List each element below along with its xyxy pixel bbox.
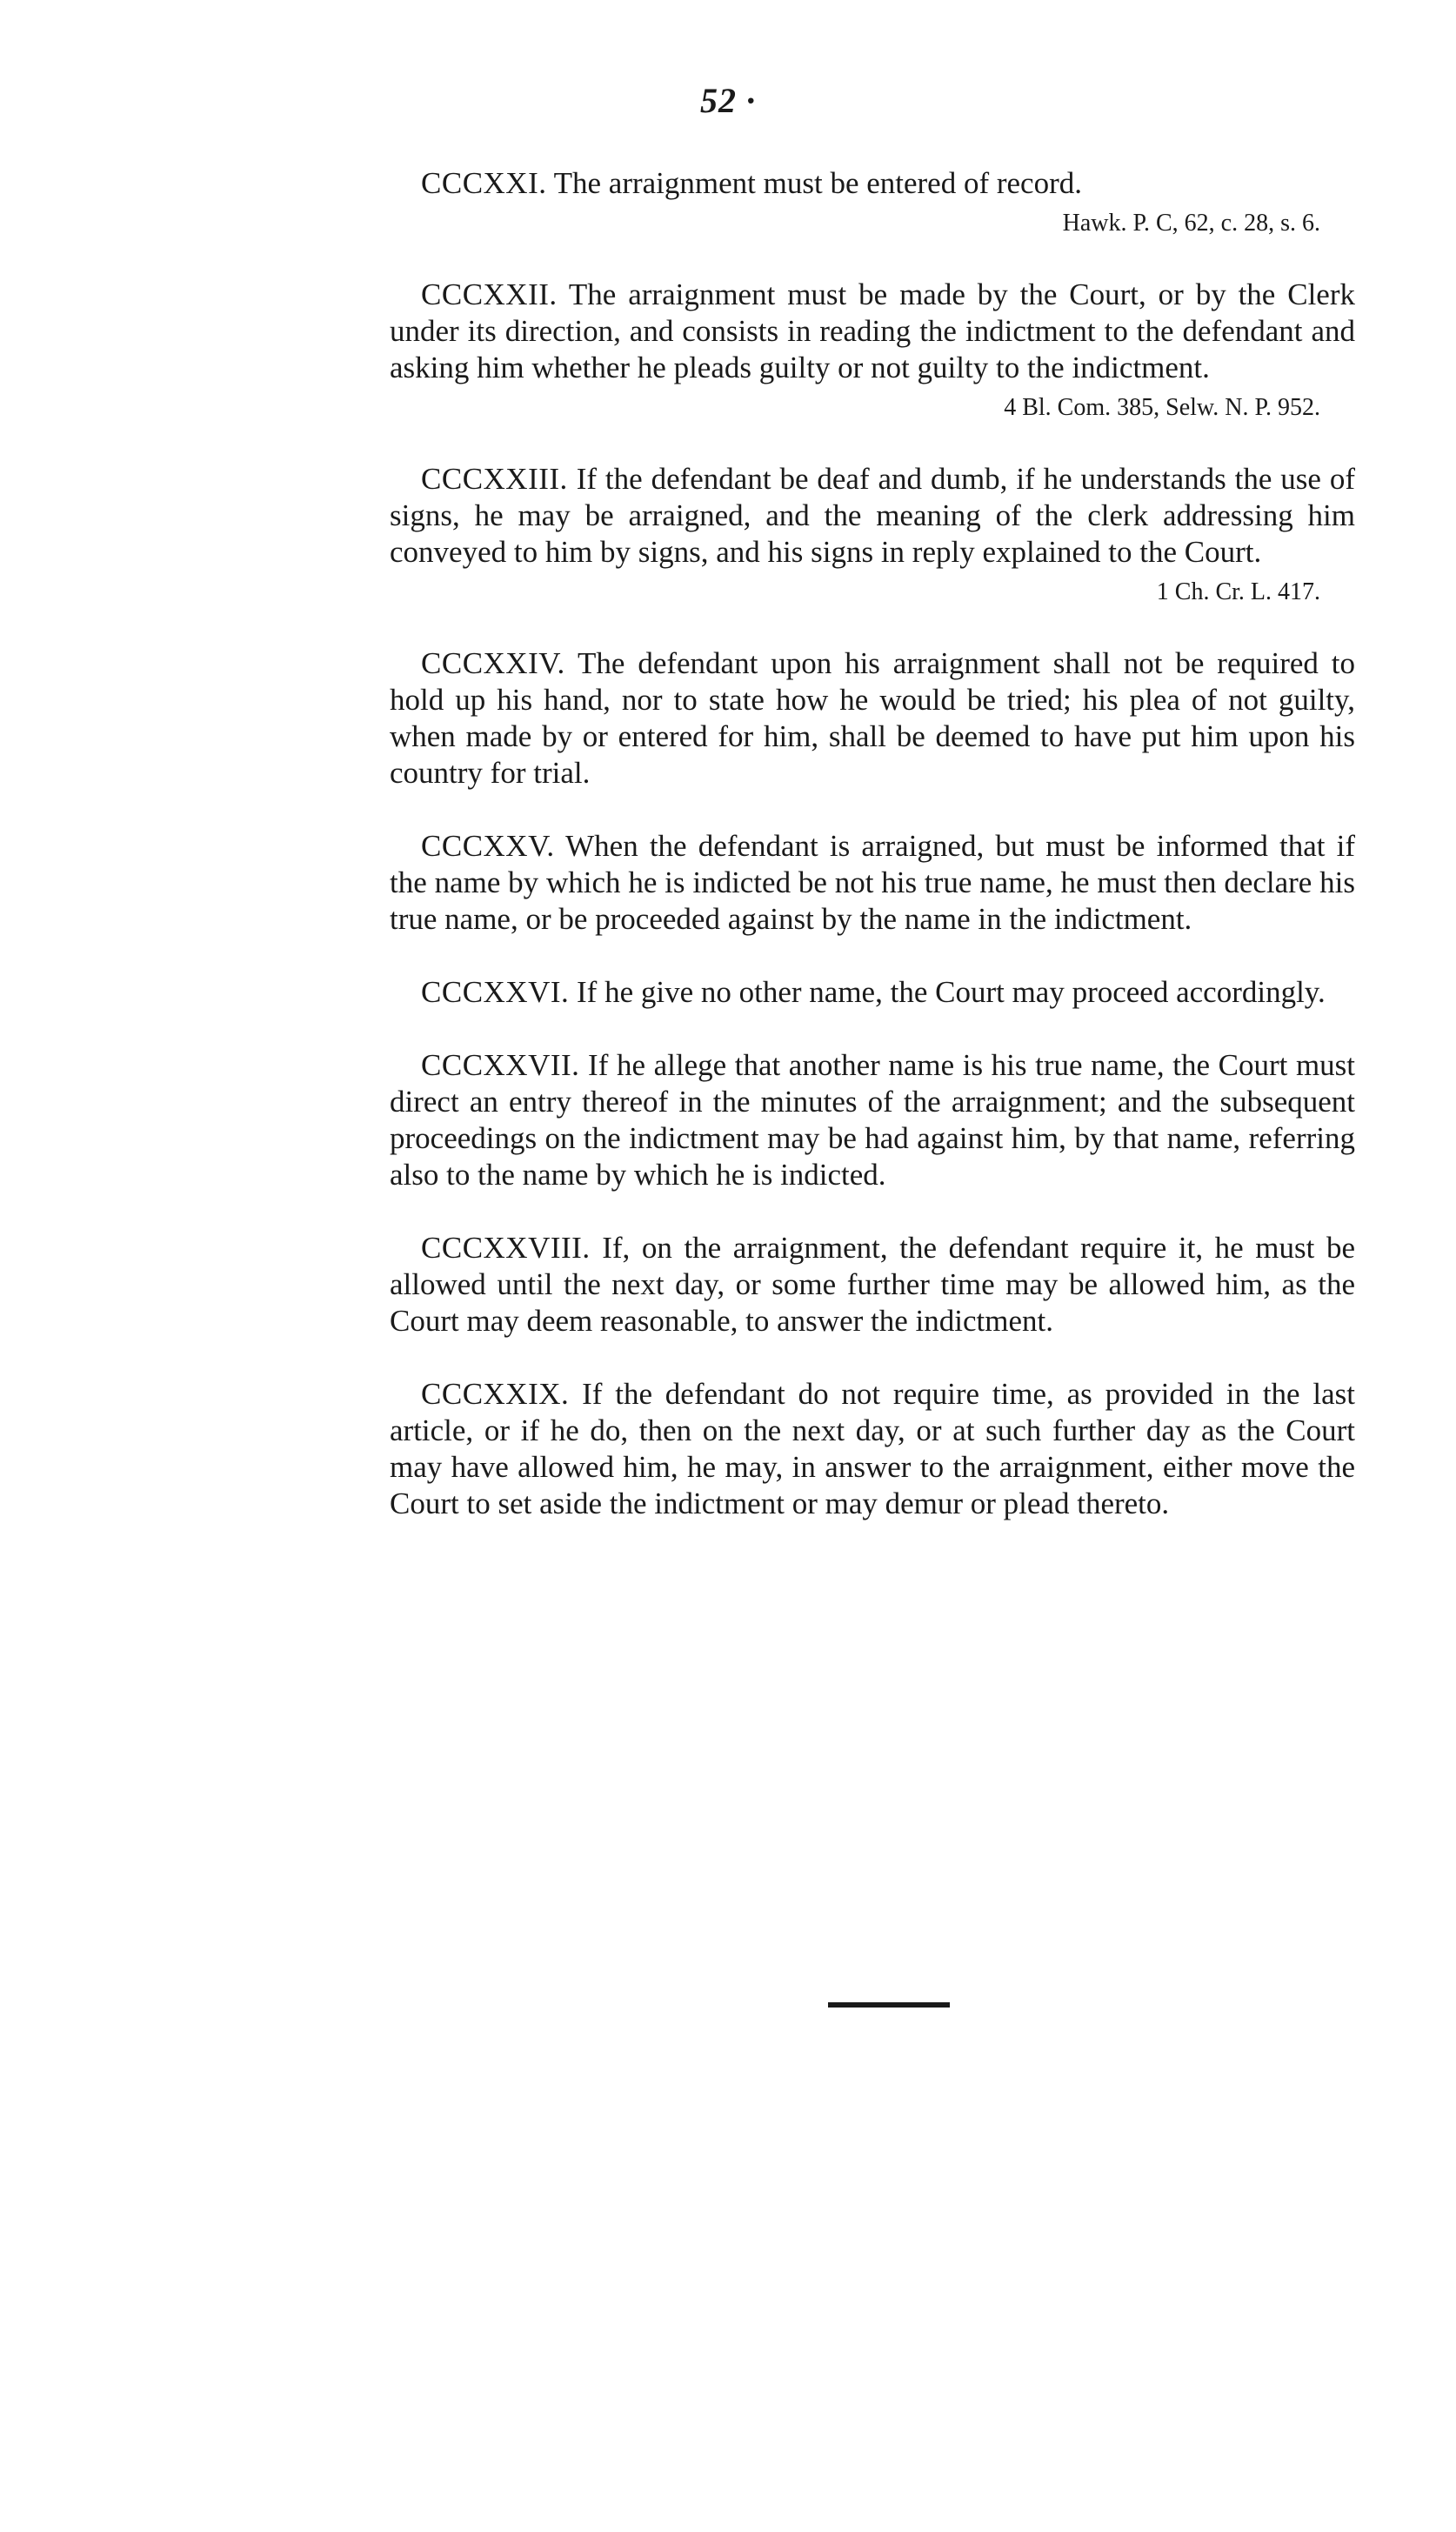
article-cccxxviii [390, 1230, 1355, 1339]
page-number: 52 · [700, 81, 756, 120]
article-body: If, on the arraignment, the defendant require it, he must be allowed until the next day, or some further time may be allowed him, as the Court may deem reasonable, to answer the indictment. [390, 1231, 1356, 1338]
article-text [390, 461, 1355, 571]
article-numeral: CCCXXVIII. [421, 1231, 591, 1265]
article-text [390, 974, 1355, 1011]
article-body: When the defendant is arraigned, but must be informed that if the name by which he is indicted be not his true name, he must then declare his true name, or be proceeded against by the name in the indictment. [390, 829, 1356, 936]
article-citation: Hawk. P. C, 62, c. 28, s. 6. [1062, 210, 1320, 237]
article-body: If he give no other name, the Court may proceed accordingly. [577, 975, 1326, 1009]
article-body: The arraignment must be entered of record. [553, 166, 1082, 200]
article-cccxxvi [390, 974, 1355, 1011]
article-text [390, 1230, 1355, 1339]
article-cccxxi [390, 165, 1355, 240]
articles-body [390, 165, 1355, 1559]
article-numeral: CCCXXV. [421, 829, 555, 863]
article-text [390, 645, 1355, 792]
article-numeral: CCCXXVI. [421, 975, 570, 1009]
end-rule-divider [828, 2002, 950, 2008]
article-numeral: CCCXXIV. [421, 646, 565, 680]
article-cccxxvii [390, 1047, 1355, 1193]
article-numeral: CCCXXIII. [421, 462, 568, 496]
article-text [390, 165, 1355, 202]
article-cccxxiv [390, 645, 1355, 792]
article-text [390, 1047, 1355, 1193]
article-numeral: CCCXXVII. [421, 1048, 580, 1082]
article-cccxxii [390, 277, 1355, 424]
article-body: If the defendant be deaf and dumb, if he understands the use of signs, he may be arraigned, and the meaning of the clerk addressing him conveyed to him by signs, and his signs in reply explained to the Court. [390, 462, 1356, 569]
article-numeral: CCCXXI. [421, 166, 547, 200]
article-body: If he allege that another name is his true name, the Court must direct an entry thereof in the minutes of the arraignment; and the subsequent proceedings on the indictment may be had against him, by that name, referring also to the name by which he is indicted. [390, 1048, 1356, 1192]
article-cccxxiii [390, 461, 1355, 609]
article-text [390, 1376, 1355, 1522]
article-citation: 1 Ch. Cr. L. 417. [1156, 578, 1320, 605]
article-cccxxix [390, 1376, 1355, 1522]
article-numeral: CCCXXII. [421, 277, 558, 311]
article-cccxxv [390, 828, 1355, 938]
article-citation: 4 Bl. Com. 385, Selw. N. P. 952. [1004, 394, 1320, 421]
article-body: The defendant upon his arraignment shall not be required to hold up his hand, nor to state how he would be tried; his plea of not guilty, when made by or entered for him, shall be deemed to have put him upon his country for trial. [390, 646, 1355, 790]
article-body: The arraignment must be made by the Court, or by the Clerk under its direction, and consists in reading the indictment to the defendant and asking him whether he pleads guilty or not guilty to the indictment. [390, 277, 1355, 384]
article-text [390, 277, 1355, 386]
article-numeral: CCCXXIX. [421, 1377, 570, 1411]
article-text [390, 828, 1355, 938]
article-body: If the defendant do not require time, as provided in the last article, or if he do, then on the next day, or at such further day as the Court may have allowed him, he may, in answer to the arraignment, either move the Court to set aside the indictment or may demur or plead thereto. [390, 1377, 1355, 1520]
